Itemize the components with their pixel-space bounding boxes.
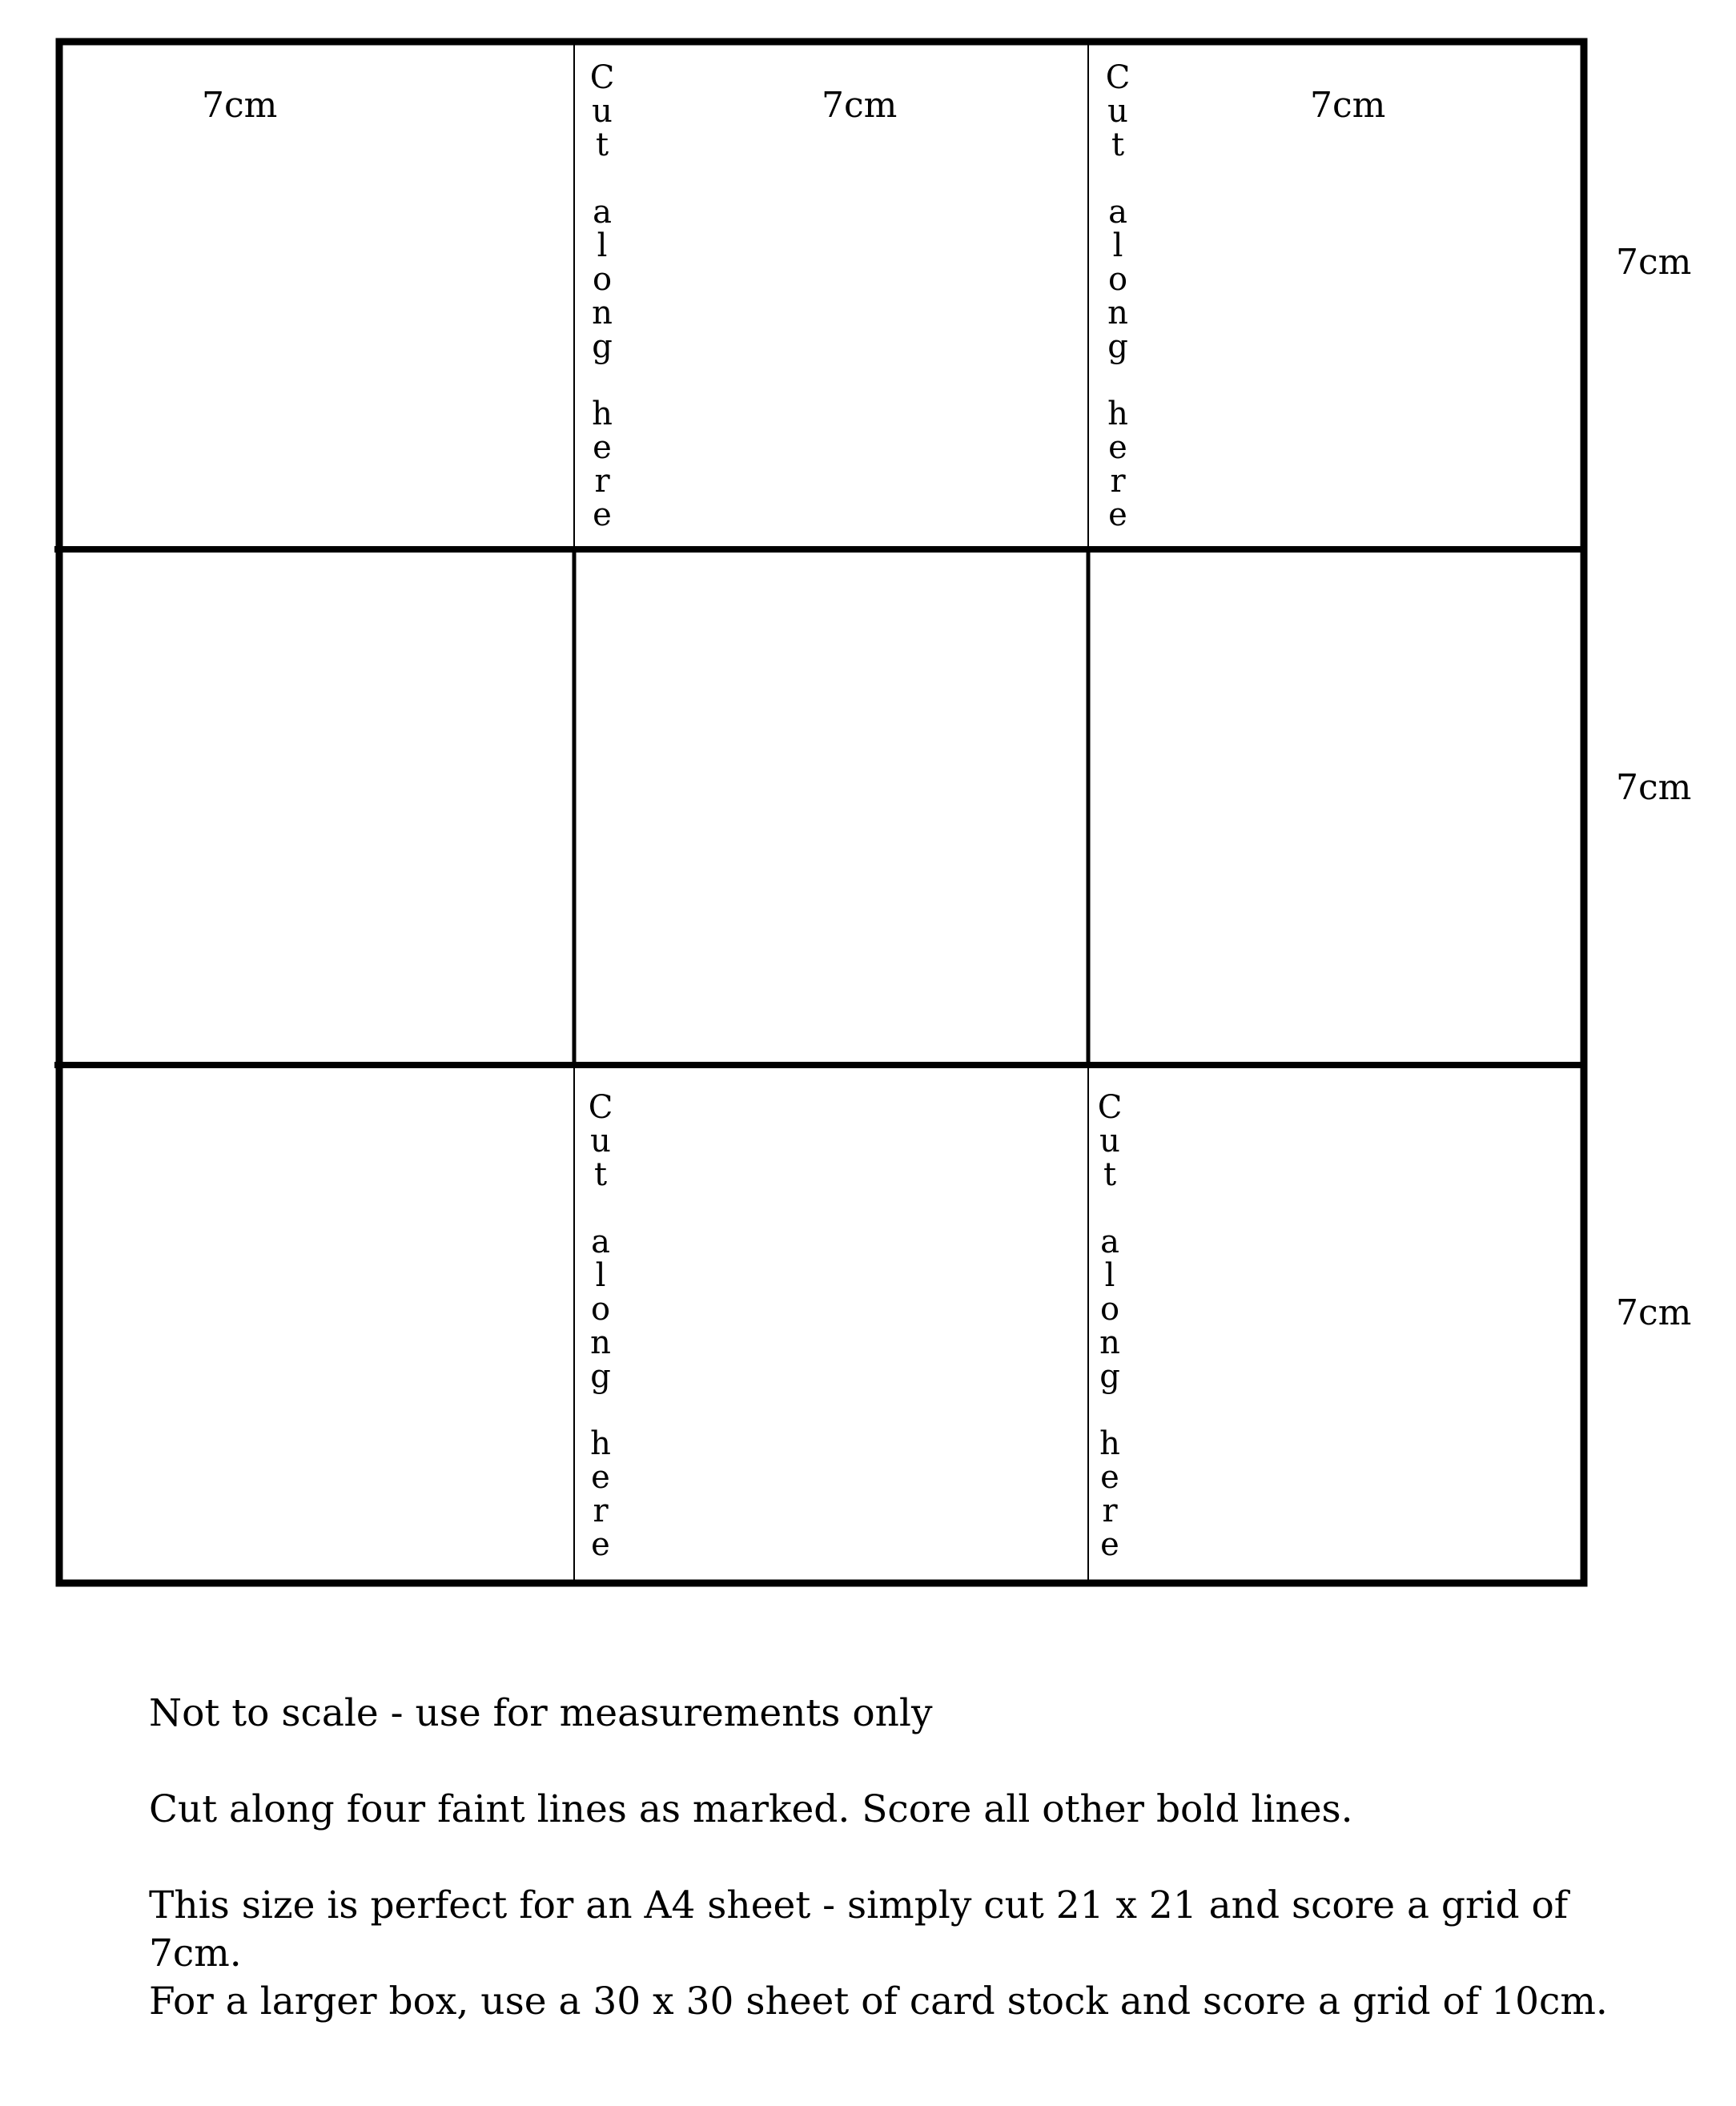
cut-label-char: h <box>592 396 613 432</box>
cut-label-char <box>586 364 618 397</box>
cut-label-char: a <box>1100 1224 1119 1260</box>
cut-label-char: o <box>1099 1291 1120 1328</box>
cut-label-char <box>586 162 618 195</box>
cut-label-char: r <box>1110 463 1126 500</box>
cut-label-char: e <box>1100 1526 1119 1563</box>
cut-label-char <box>1102 162 1134 195</box>
cut-label-char: h <box>1107 396 1128 432</box>
cut-label-char: n <box>1107 295 1128 332</box>
cut-label-bottom-left <box>585 1091 617 1561</box>
cut-label-char: a <box>593 194 612 231</box>
cut-label-char <box>1094 1192 1126 1225</box>
cut-label-char: n <box>590 1324 611 1361</box>
cut-label-top-right <box>1102 61 1134 532</box>
cut-label-char: C <box>1105 59 1131 96</box>
instructions <box>149 1690 1670 2026</box>
cut-label-char: r <box>1102 1493 1118 1529</box>
cut-label-char: g <box>592 328 613 365</box>
cut-label-char: l <box>1112 227 1123 264</box>
outer-border <box>59 42 1584 1583</box>
cut-label-char <box>585 1192 617 1225</box>
cut-label-char: n <box>592 295 613 332</box>
note-a4-size: This size is perfect for an A4 sheet - simply cut 21 x 21 and score a grid of <box>149 1883 1569 1927</box>
cut-label-char: h <box>1099 1425 1120 1462</box>
note-not-to-scale: Not to scale - use for measurements only <box>149 1691 933 1735</box>
cut-label-char: e <box>591 1459 610 1496</box>
cut-label-char <box>1094 1393 1126 1427</box>
cut-label-char: u <box>1099 1123 1120 1160</box>
note-cut-score: Cut along four faint lines as marked. Score all other bold lines. <box>149 1787 1353 1831</box>
cut-label-char: t <box>1111 127 1125 163</box>
cut-label-char: e <box>1108 496 1127 533</box>
cut-label-char: n <box>1099 1324 1120 1361</box>
cut-label-char: g <box>590 1358 611 1395</box>
cut-label-char: h <box>590 1425 611 1462</box>
top-label-1: 7cm <box>202 85 278 126</box>
note-a4-size-cont: 7cm. <box>149 1931 242 1975</box>
cut-label-char: g <box>1099 1358 1120 1395</box>
cut-label-char: t <box>593 1156 608 1193</box>
side-label-2: 7cm <box>1616 767 1692 808</box>
cut-label-char: C <box>589 59 615 96</box>
cut-label-char: g <box>1107 328 1128 365</box>
cut-label-char: l <box>597 227 608 264</box>
cut-label-char: u <box>592 93 613 130</box>
cut-label-char <box>585 1393 617 1427</box>
note-larger-box: For a larger box, use a 30 x 30 sheet of card stock and score a grid of 10cm. <box>149 1979 1608 2024</box>
cut-label-char: C <box>588 1089 613 1126</box>
cut-label-char: o <box>592 261 613 298</box>
cut-label-char: e <box>593 496 612 533</box>
cut-label-char: e <box>1108 429 1127 466</box>
cut-label-char: t <box>1103 1156 1117 1193</box>
cut-label-char: u <box>1107 93 1128 130</box>
cut-label-char: t <box>595 127 609 163</box>
top-label-2: 7cm <box>822 85 898 126</box>
cut-label-bottom-right <box>1094 1091 1126 1561</box>
cut-label-char: e <box>1100 1459 1119 1496</box>
cut-label-char: u <box>590 1123 611 1160</box>
cut-label-char: r <box>593 1493 609 1529</box>
cut-label-char: e <box>591 1526 610 1563</box>
cut-label-char: e <box>593 429 612 466</box>
cut-label-char <box>1102 364 1134 397</box>
cut-label-char: l <box>595 1257 606 1294</box>
cut-label-char: a <box>1108 194 1127 231</box>
cut-label-char: o <box>590 1291 611 1328</box>
side-label-1: 7cm <box>1616 242 1692 283</box>
cut-label-top-left <box>586 61 618 532</box>
side-label-3: 7cm <box>1616 1292 1692 1333</box>
cut-label-char: C <box>1097 1089 1123 1126</box>
cut-label-char: o <box>1107 261 1128 298</box>
cut-label-char: l <box>1104 1257 1115 1294</box>
cut-label-char: r <box>594 463 610 500</box>
top-label-3: 7cm <box>1310 85 1386 126</box>
cut-label-char: a <box>591 1224 610 1260</box>
